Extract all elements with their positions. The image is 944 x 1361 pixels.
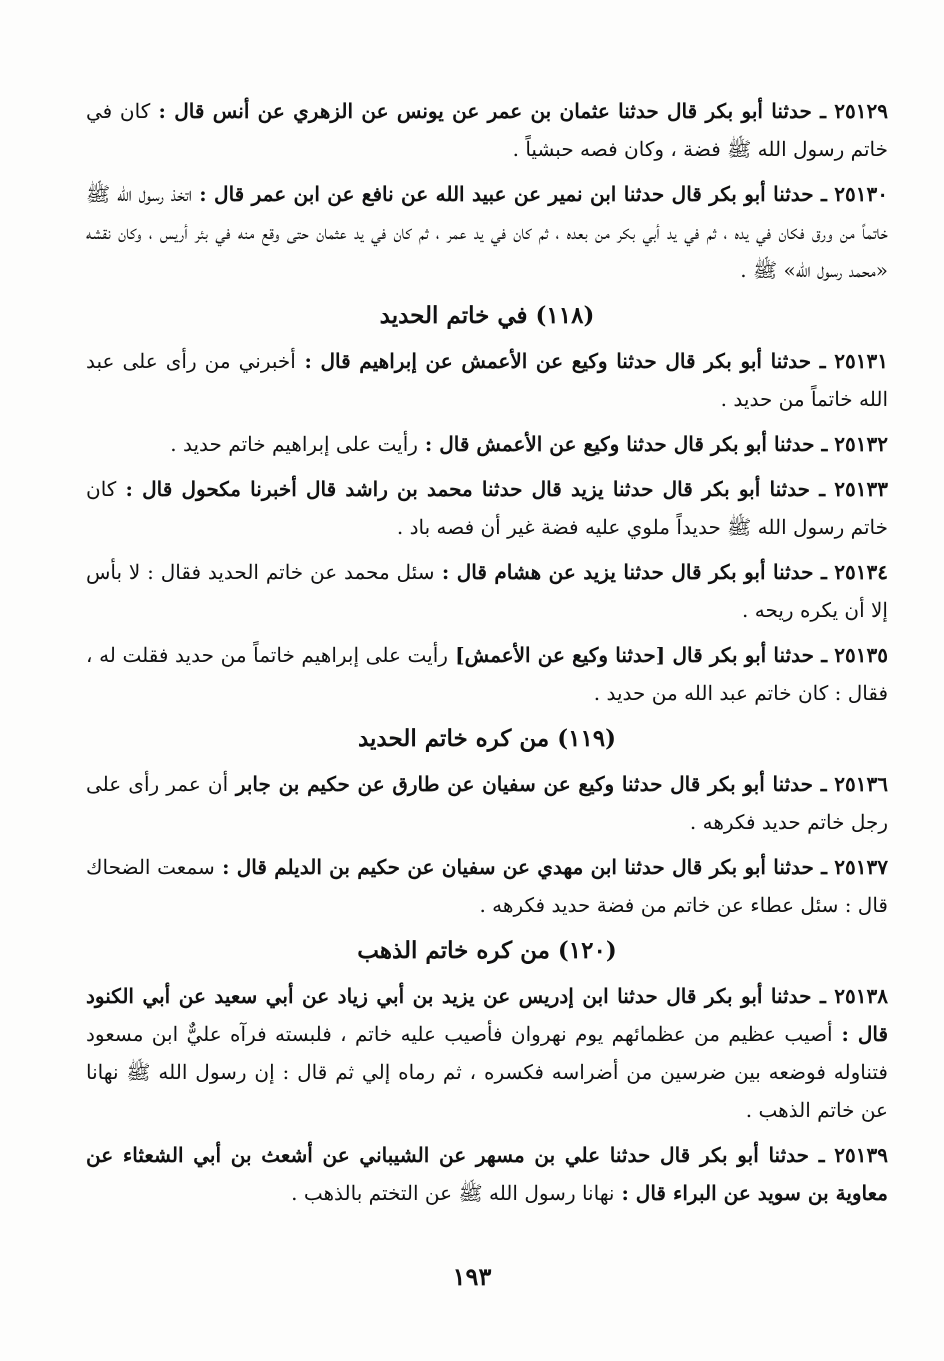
hadith-chain: ـ حدثنا أبو بكر قال حدثنا عثمان بن عمر عن يونس عن الزهري عن أنس قال : bbox=[150, 99, 835, 123]
hadith-paragraph bbox=[86, 553, 888, 629]
hadith-text: أخبرني من رأى على عبد الله خاتماً من حديد . bbox=[86, 349, 888, 411]
hadith-chain: ـ حدثنا أبو بكر قال حدثنا وكيع عن الأعمش قال : bbox=[417, 432, 835, 456]
hadith-text: اتخذ رسول الله ﷺ خاتماً من ورق فكان في يده ، ثم في يد أبي بكر من بعده ، ثم كان في يد عمر ، ثم كان في يد عثمان حتى وقع منه في بئر أريس ، وكان نقشه «محمد رسول الله» ﷺ . bbox=[86, 182, 888, 282]
hadith-chain: ـ حدثنا أبو بكر قال حدثنا يزيد قال حدثنا محمد بن راشد قال أخبرنا مكحول قال : bbox=[116, 477, 835, 501]
hadith-text: سمعت الضحاك قال : سئل عطاء عن خاتم من فضة حديد فكرهه . bbox=[86, 855, 888, 917]
hadith-paragraph bbox=[86, 470, 888, 546]
hadith-chain: ـ حدثنا أبو بكر قال حدثنا ابن إدريس عن يزيد بن أبي زياد عن أبي سعيد عن أبي الكنود قال : bbox=[86, 984, 889, 1046]
hadith-paragraph bbox=[86, 175, 888, 289]
hadith-chain: ـ حدثنا أبو بكر قال حدثنا ابن مهدي عن سفيان عن حكيم بن الديلم قال : bbox=[214, 855, 835, 879]
hadith-chain: ـ حدثنا أبو بكر قال حدثنا وكيع عن الأعمش عن إبراهيم قال : bbox=[295, 349, 835, 373]
hadith-paragraph bbox=[86, 425, 888, 463]
hadith-chain: ـ حدثنا أبو بكر قال [حدثنا وكيع عن الأعمش] bbox=[447, 643, 835, 667]
hadith-text: أن عمر رأى على رجل خاتم حديد فكرهه . bbox=[86, 772, 888, 834]
hadith-text: كان في خاتم رسول الله ﷺ فضة ، وكان فصه حبشياً . bbox=[86, 99, 888, 161]
hadith-number: ٢٥١٣٨ bbox=[834, 984, 889, 1008]
hadith-paragraph bbox=[86, 977, 888, 1129]
section-heading: (١١٨) في خاتم الحديد bbox=[379, 302, 595, 329]
hadith-number: ٢٥١٢٩ bbox=[834, 99, 889, 123]
hadith-chain: ـ حدثنا أبو بكر قال حدثنا ابن نمير عن عبيد الله عن نافع عن ابن عمر قال : bbox=[191, 182, 835, 206]
hadith-text: سئل محمد عن خاتم الحديد فقال : لا بأس إلا أن يكره ريحه . bbox=[86, 560, 888, 622]
page-body bbox=[86, 92, 888, 1219]
hadith-text: رأيت على إبراهيم خاتماً من حديد فقلت له ، فقال : كان خاتم عبد الله من حديد . bbox=[86, 643, 888, 705]
hadith-text: رأيت على إبراهيم خاتم حديد . bbox=[170, 432, 418, 456]
hadith-number: ٢٥١٣٧ bbox=[834, 855, 888, 879]
hadith-paragraph bbox=[86, 848, 888, 924]
hadith-number: ٢٥١٣٢ bbox=[834, 432, 888, 456]
hadith-number: ٢٥١٣٥ bbox=[834, 643, 888, 667]
hadith-number: ٢٥١٣٠ bbox=[834, 182, 888, 206]
hadith-text: نهانا رسول الله ﷺ عن التختم بالذهب . bbox=[291, 1181, 615, 1205]
hadith-text: كان خاتم رسول الله ﷺ حديداً ملوي عليه فضة غير أن فصه باد . bbox=[86, 477, 888, 539]
hadith-chain: ـ حدثنا أبو بكر قال حدثنا وكيع عن سفيان عن طارق عن حكيم بن جابر bbox=[228, 772, 835, 796]
hadith-paragraph bbox=[86, 636, 888, 712]
hadith-number: ٢٥١٣٤ bbox=[834, 560, 888, 584]
section-heading: (١١٩) من كره خاتم الحديد bbox=[357, 725, 617, 752]
hadith-number: ٢٥١٣٩ bbox=[834, 1143, 888, 1167]
section-heading: (١٢٠) من كره خاتم الذهب bbox=[357, 937, 617, 964]
hadith-chain: ـ حدثنا أبو بكر قال حدثنا يزيد عن هشام قال : bbox=[434, 560, 835, 584]
hadith-number: ٢٥١٣١ bbox=[834, 349, 888, 373]
hadith-paragraph bbox=[86, 342, 888, 418]
hadith-chain: ـ حدثنا أبو بكر قال حدثنا علي بن مسهر عن الشيباني عن أشعث بن أبي الشعثاء عن معاوية بن سويد عن البراء قال : bbox=[86, 1143, 888, 1205]
hadith-number: ٢٥١٣٣ bbox=[834, 477, 888, 501]
page-number: ١٩٣ bbox=[452, 1262, 492, 1291]
hadith-paragraph bbox=[86, 92, 888, 168]
hadith-text: أصيب عظيم من عظمائهم يوم نهروان فأصيب عليه خاتم ، فلبسته فرآه عليٌّ ابن مسعود فتناوله فوضعه بين ضرسين من أضراسه فكسره ، ثم رماه إلي ثم قال : إن رسول الله ﷺ نهانا عن خاتم الذهب . bbox=[86, 1022, 888, 1122]
hadith-number: ٢٥١٣٦ bbox=[834, 772, 888, 796]
hadith-paragraph bbox=[86, 1136, 888, 1212]
hadith-paragraph bbox=[86, 765, 888, 841]
